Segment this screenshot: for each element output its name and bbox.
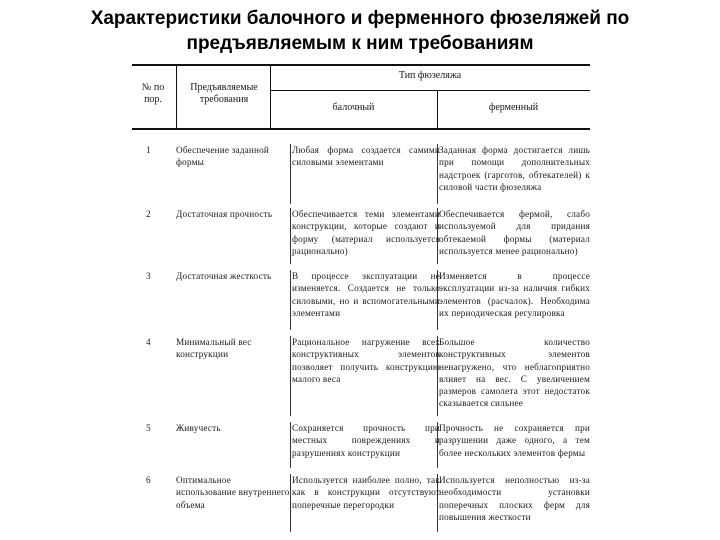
row-beam: Используется наиболее полно, так как в конструкции отсутствуют поперечные перегородки: [292, 475, 440, 510]
header-divider-1: [176, 64, 177, 130]
row-number: 4: [146, 337, 151, 347]
slide-title: Характеристики балочного и ферменного фюзеляжей по предъявляемым к ним требованиям: [90, 8, 630, 54]
table-subheader-rule: [270, 90, 590, 91]
row-requirement: Достаточная прочность: [176, 209, 273, 219]
row-number: 5: [146, 423, 151, 433]
row-requirement: Оптимальное использование внутреннего объема: [176, 475, 290, 510]
row-requirement: Живучесть: [176, 423, 221, 433]
table-row: [132, 144, 590, 206]
table-row: [132, 336, 590, 420]
row-number: 2: [146, 209, 151, 219]
requirements-table: [132, 64, 590, 536]
row-truss: Используется неполностью из-за необходимости установки поперечных плоских ферм для повышения жесткости: [439, 475, 590, 522]
row-truss: Обеспечивается фермой, слабо используемой для придания обтекаемой формы (материал используется менее рационально): [439, 209, 590, 256]
table-row: [132, 474, 590, 534]
row-number: 6: [146, 475, 151, 485]
row-requirement: Достаточная жесткость: [176, 271, 272, 281]
table-row: [132, 270, 590, 334]
row-truss: Изменяется в процессе эксплуатации из-за наличия гибких элементов (расчалок). Необходима их периодическая регулировка: [439, 271, 590, 318]
row-beam: Обеспечивается теми элементами конструкции, которые создают и форму (материал используется рационально): [292, 209, 440, 256]
row-beam: Рациональное нагружение всех конструктивных элементов позволяет получить конструкцию малого веса: [292, 337, 440, 384]
row-truss: Заданная форма достигается лишь при помощи дополнительных надстроек (гарготов, обтекателей) к силовой части фюзеляжа: [439, 145, 590, 192]
header-number: № по пор.: [141, 82, 165, 105]
row-requirement: Минимальный вес конструкции: [176, 337, 252, 360]
row-number: 1: [146, 145, 151, 155]
row-truss: Прочность не сохраняется при разрушении даже одного, а тем более нескольких элементов фермы: [439, 423, 590, 458]
header-fuselage-type: Тип фюзеляжа: [398, 70, 462, 81]
table-header-rule: [132, 128, 590, 130]
row-beam: В процессе эксплуатации не изменяется. Создается не только силовыми, но и вспомогательными элементами: [292, 271, 440, 318]
row-truss: Большое количество конструктивных элементов ненагружено, что неблагоприятно влияет на вес. С увеличением размеров самолета этот недостаток сказывается сильнее: [439, 337, 590, 409]
row-requirement: Обеспечение заданной формы: [176, 145, 270, 168]
header-requirements: Предъявляемые требования: [190, 82, 258, 105]
row-beam: Сохраняется прочность при местных повреждениях и разрушениях конструкции: [292, 423, 440, 458]
row-beam: Любая форма создается самими силовыми элементами: [292, 145, 440, 168]
table-top-rule: [132, 64, 590, 66]
table-row: [132, 208, 590, 268]
header-beam: балочный: [332, 102, 375, 113]
row-number: 3: [146, 271, 151, 281]
header-truss: ферменный: [488, 102, 539, 113]
table-row: [132, 422, 590, 472]
